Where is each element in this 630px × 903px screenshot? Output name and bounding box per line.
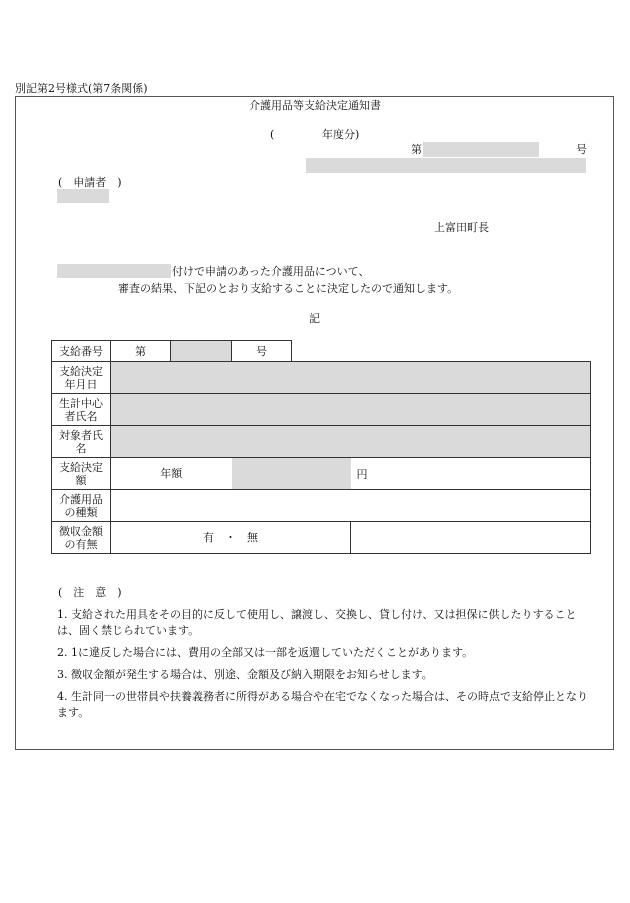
household-head-field[interactable]	[111, 394, 591, 426]
applicant-name-field[interactable]	[57, 189, 109, 203]
label-line: 名	[75, 441, 87, 455]
item-type-field[interactable]	[111, 490, 591, 522]
label-line: 支給決定	[59, 364, 103, 378]
target-person-label	[52, 426, 111, 458]
target-person-field[interactable]	[111, 426, 591, 458]
table-row	[52, 522, 591, 554]
annual-amount-field[interactable]	[232, 458, 351, 490]
label-line: 介護用品	[59, 492, 103, 506]
label-line: の種類	[64, 505, 98, 519]
doc-number-field[interactable]	[423, 142, 539, 157]
collection-label	[52, 522, 111, 554]
body-text-line1: 付けで申請のあった介護用品について、	[172, 265, 370, 278]
application-date-field[interactable]	[57, 264, 171, 278]
note-item-3: 3. 徴収金額が発生する場合は、別途、金額及び納入期限をお知らせします。	[57, 668, 433, 681]
collection-yes-no[interactable]: 有 ・ 無	[111, 522, 351, 554]
table-row	[52, 341, 591, 362]
table-row	[52, 458, 591, 490]
payment-number-go: 号	[232, 341, 292, 362]
payment-amount-label	[52, 458, 111, 490]
note-item-4: 4. 生計同一の世帯員や扶養義務者に所得がある場合や在宅でなくなった場合は、その時点で支給停止となります。	[57, 690, 588, 719]
form-label: 別記第2号様式(第7条関係)	[15, 82, 148, 95]
item-type-label	[52, 490, 111, 522]
label-line: 支給決定	[59, 460, 103, 474]
label-line: 者氏名	[64, 409, 98, 423]
note-item-2: 2. 1に違反した場合には、費用の全部又は一部を返還していただくことがあります。	[57, 646, 474, 659]
notes-heading: ( 注 意 )	[58, 586, 122, 599]
decision-date-label	[52, 362, 111, 394]
table-row	[52, 362, 591, 394]
fiscal-year-label: 年度分)	[322, 128, 360, 141]
body-text-line2: 審査の結果、下記のとおり支給することに決定したので通知します。	[118, 282, 459, 295]
label-line: 徴収金額	[59, 524, 103, 538]
household-head-label	[52, 394, 111, 426]
payment-number-label: 支給番号	[52, 341, 111, 362]
ki-heading: 記	[309, 312, 320, 325]
annual-amount-label: 年額	[111, 458, 232, 490]
doc-number-prefix: 第	[411, 143, 422, 156]
yen-unit: 円	[351, 458, 591, 490]
payment-number-field[interactable]	[171, 341, 232, 362]
issuer-title: 上富田町長	[434, 221, 489, 234]
collection-detail-field[interactable]	[351, 522, 591, 554]
decision-table	[51, 340, 591, 554]
label-line: 対象者氏	[59, 428, 103, 442]
applicant-label: ( 申請者 )	[58, 176, 122, 189]
table-row	[52, 394, 591, 426]
table-row	[52, 426, 591, 458]
doc-number-suffix: 号	[576, 143, 587, 156]
note-item-1: 1. 支給された用具をその目的に反して使用し、譲渡し、交換し、貸し付け、又は担保に供したりすることは、固く禁じられています。	[57, 608, 577, 637]
label-line: 年月日	[64, 377, 98, 391]
document-title: 介護用品等支給決定通知書	[249, 99, 381, 112]
label-line: 生計中心	[59, 396, 103, 410]
fiscal-year-open-paren: (	[270, 128, 275, 141]
table-row	[52, 490, 591, 522]
empty-cell	[292, 341, 591, 362]
label-line: 額	[75, 473, 87, 487]
payment-number-dai: 第	[111, 341, 171, 362]
decision-date-field[interactable]	[111, 362, 591, 394]
label-line: の有無	[64, 537, 98, 551]
recipient-address-field[interactable]	[306, 158, 586, 173]
